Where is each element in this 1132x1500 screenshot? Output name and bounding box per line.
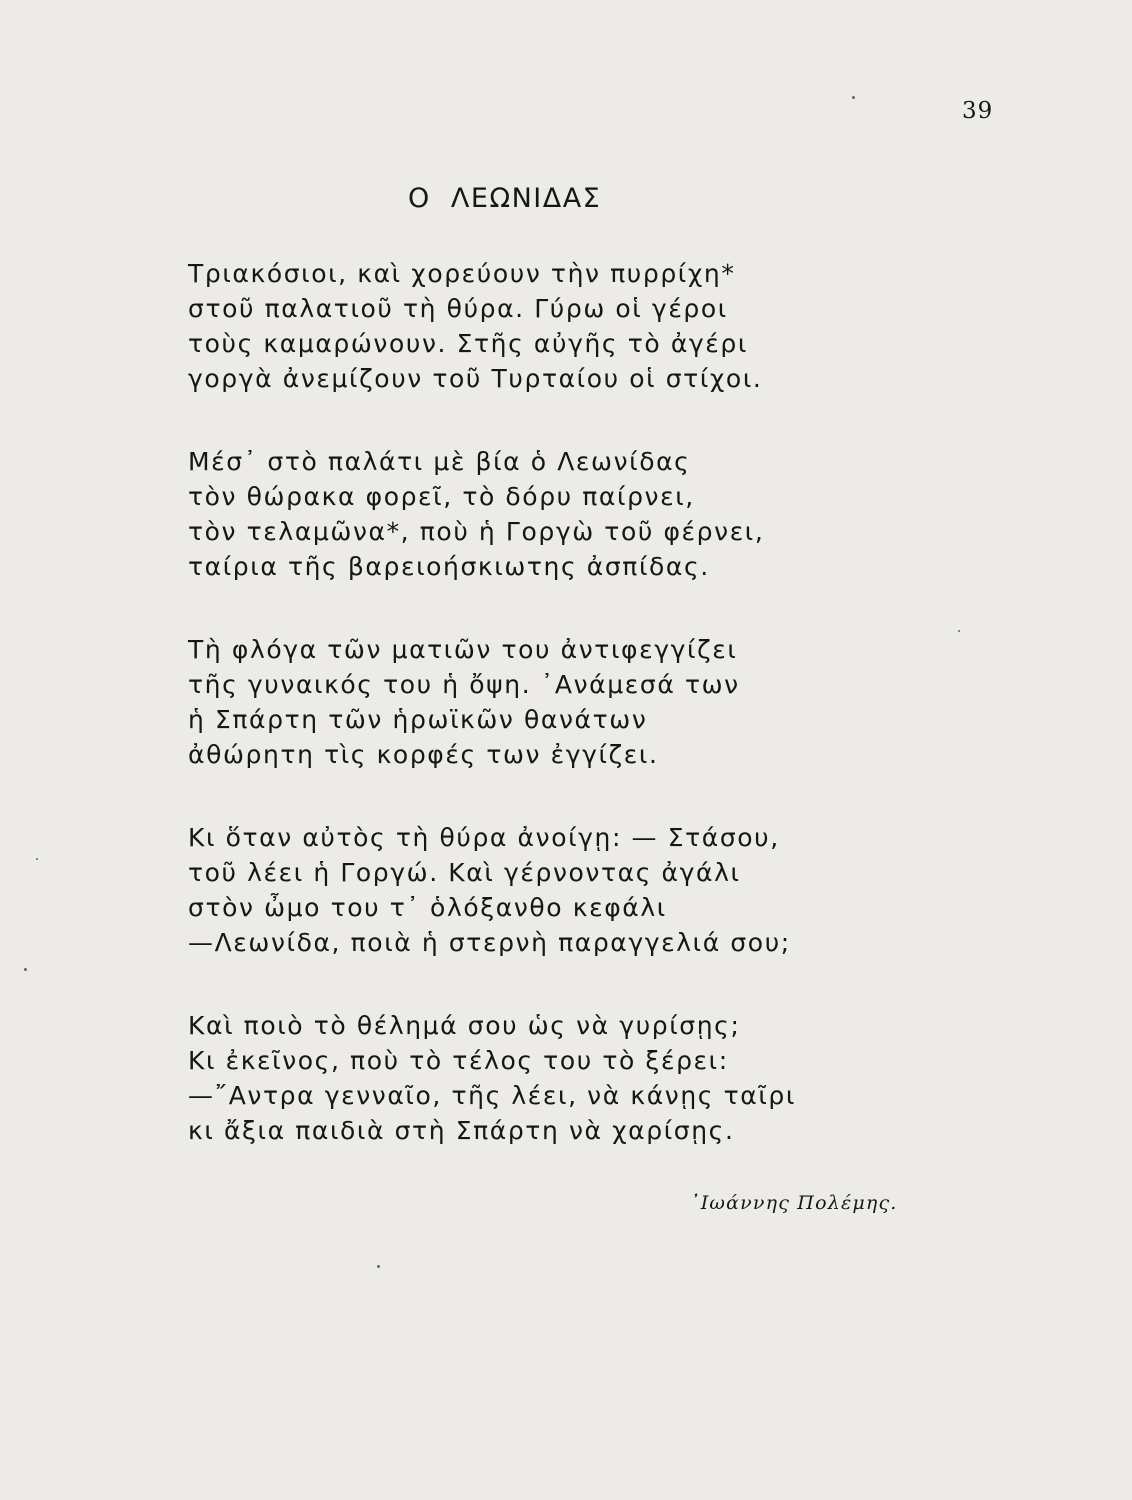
poem-line: τοὺς καμαρώνουν. Στῆς αὐγῆς τὸ ἀγέρι (188, 329, 748, 358)
poem-line: ἡ Σπάρτη τῶν ἡρωϊκῶν θανάτων (188, 705, 648, 734)
stanza-4 (188, 820, 928, 960)
poem-line: Κι ὅταν αὐτὸς τὴ θύρα ἀνοίγῃ: — Στάσου, (188, 823, 780, 852)
poem-line: γοργὰ ἀνεμίζουν τοῦ Τυρταίου οἱ στίχοι. (188, 364, 763, 393)
scan-speck (24, 968, 27, 971)
poem-line: στοῦ παλατιοῦ τὴ θύρα. Γύρω οἱ γέροι (188, 294, 728, 323)
poem-line: Τριακόσιοι, καὶ χορεύουν τὴν πυρρίχη* (188, 259, 736, 288)
page-number: 39 (962, 98, 994, 124)
poem-line: κι ἄξια παιδιὰ στὴ Σπάρτη νὰ χαρίσῃς. (188, 1116, 735, 1145)
poem-line: —῎Αντρα γενναῖο, τῆς λέει, νὰ κάνῃς ταῖρι (188, 1081, 796, 1110)
scan-speck (377, 1265, 380, 1268)
scan-speck (852, 96, 855, 99)
poem-line: Τὴ φλόγα τῶν ματιῶν του ἀντιφεγγίζει (188, 635, 738, 664)
poem-title: Ο ΛΕΩΝΙΔΑΣ (408, 183, 602, 214)
poem-line: Μέσ᾽ στὸ παλάτι μὲ βία ὁ Λεωνίδας (188, 447, 691, 476)
poem-line: τῆς γυναικός του ἡ ὄψη. ᾿Ανάμεσά των (188, 670, 740, 699)
poem-line: τοῦ λέει ἡ Γοργώ. Καὶ γέρνοντας ἀγάλι (188, 858, 741, 887)
stanza-3 (188, 632, 928, 772)
poem-body (188, 256, 928, 1196)
poem-line: ταίρια τῆς βαρειοήσκιωτης ἀσπίδας. (188, 552, 710, 581)
poem-line: στὸν ὦμο του τ᾽ ὁλόξανθο κεφάλι (188, 893, 667, 922)
author-signature: ᾿Ιωάννης Πολέμης. (690, 1192, 898, 1214)
poem-line: τὸν θώρακα φορεῖ, τὸ δόρυ παίρνει, (188, 482, 695, 511)
stanza-5 (188, 1008, 928, 1148)
scan-speck (958, 630, 960, 632)
poem-line: Καὶ ποιὸ τὸ θέλημά σου ὡς νὰ γυρίσῃς; (188, 1011, 741, 1040)
poem-line: —Λεωνίδα, ποιὰ ἡ στερνὴ παραγγελιά σου; (188, 928, 791, 957)
stanza-1 (188, 256, 928, 396)
poem-line: ἀθώρητη τὶς κορφές των ἐγγίζει. (188, 740, 659, 769)
poem-line: Κι ἐκεῖνος, ποὺ τὸ τέλος του τὸ ξέρει: (188, 1046, 729, 1075)
poem-line: τὸν τελαμῶνα*, ποὺ ἡ Γοργὼ τοῦ φέρνει, (188, 517, 765, 546)
scan-speck (36, 858, 38, 860)
stanza-2 (188, 444, 928, 584)
